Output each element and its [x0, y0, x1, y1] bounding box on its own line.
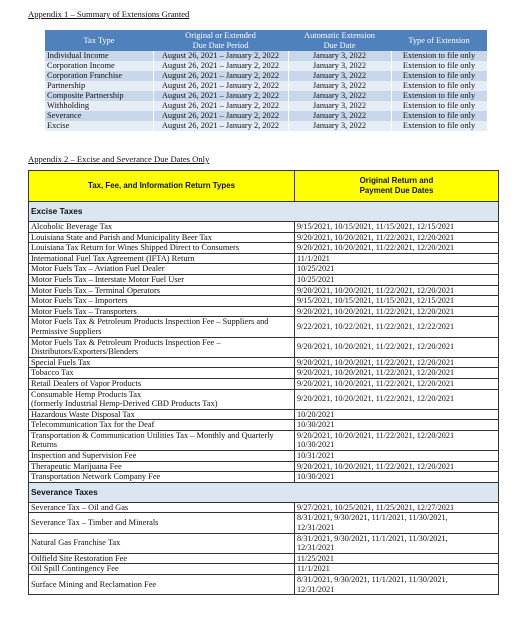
column-header-type-of-extension: Type of Extension [391, 30, 487, 51]
due-dates-cell: 8/31/2021, 9/30/2021, 11/1/2021, 11/30/2021, 12/31/2021 [295, 533, 499, 553]
due-date-period-cell: August 26, 2021 – January 2, 2022 [153, 101, 288, 111]
due-date-period-cell: August 26, 2021 – January 2, 2022 [153, 91, 288, 101]
excise-severance-due-dates-table [28, 170, 499, 595]
extensions-table-header-row [45, 30, 487, 51]
extension-type-cell: Extension to file only [391, 61, 487, 71]
extension-row [45, 51, 487, 61]
extension-type-cell: Extension to file only [391, 101, 487, 111]
due-dates-cell: 9/20/2021, 10/20/2021, 11/22/2021, 12/20/2021 [295, 368, 499, 379]
due-dates-cell: 9/22/2021, 10/22/2021, 11/22/2021, 12/22/2021 [295, 317, 499, 337]
due-date-period-cell: August 26, 2021 – January 2, 2022 [153, 121, 288, 131]
section-title: Excise Taxes [29, 202, 499, 222]
due-date-row [29, 357, 499, 368]
due-date-row [29, 243, 499, 254]
return-type-cell: Therapeutic Marijuana Fee [29, 461, 295, 472]
return-type-cell: Consumable Hemp Products Tax (formerly Industrial Hemp-Derived CBD Products Tax) [29, 389, 295, 409]
extension-type-cell: Extension to file only [391, 121, 487, 131]
automatic-extension-date-cell: January 3, 2022 [288, 81, 391, 91]
extension-type-cell: Extension to file only [391, 81, 487, 91]
return-type-cell: Transportation & Communication Utilities Tax – Monthly and Quarterly Returns [29, 430, 295, 450]
due-date-row [29, 461, 499, 472]
return-type-cell: Motor Fuels Tax – Transporters [29, 306, 295, 317]
return-type-cell: Transportation Network Company Fee [29, 472, 295, 483]
extension-type-cell: Extension to file only [391, 111, 487, 121]
section-header-row [29, 202, 499, 222]
due-date-period-cell: August 26, 2021 – January 2, 2022 [153, 81, 288, 91]
due-dates-cell: 9/20/2021, 10/20/2021, 11/22/2021, 12/20/2021 [295, 378, 499, 389]
due-dates-cell: 11/25/2021 [295, 553, 499, 564]
return-type-cell: Motor Fuels Tax – Terminal Operators [29, 285, 295, 296]
tax-type-cell: Corporation Income [45, 61, 153, 71]
appendix-1-heading: Appendix 1 – Summary of Extensions Granted [28, 9, 190, 19]
return-type-cell: Severance Tax – Oil and Gas [29, 502, 295, 513]
return-type-cell: Oilfield Site Restoration Fee [29, 553, 295, 564]
due-dates-cell: 10/30/2021 [295, 472, 499, 483]
tax-type-cell: Corporation Franchise [45, 71, 153, 81]
due-dates-cell: 8/31/2021, 9/30/2021, 11/1/2021, 11/30/2021, 12/31/2021 [295, 513, 499, 533]
extension-type-cell: Extension to file only [391, 51, 487, 61]
automatic-extension-date-cell: January 3, 2022 [288, 101, 391, 111]
due-dates-cell: 9/15/2021, 10/15/2021, 11/15/2021, 12/15/2021 [295, 296, 499, 307]
due-date-period-cell: August 26, 2021 – January 2, 2022 [153, 51, 288, 61]
automatic-extension-date-cell: January 3, 2022 [288, 91, 391, 101]
due-date-row [29, 533, 499, 553]
due-dates-cell: 9/15/2021, 10/15/2021, 11/15/2021, 12/15/2021 [295, 222, 499, 233]
section-title: Severance Taxes [29, 482, 499, 502]
column-header-due-dates: Original Return and Payment Due Dates [295, 171, 499, 202]
return-type-cell: Louisiana Tax Return for Wines Shipped Direct to Consumers [29, 243, 295, 254]
due-dates-cell: 11/1/2021 [295, 253, 499, 264]
due-date-row [29, 451, 499, 462]
return-type-cell: Surface Mining and Reclamation Fee [29, 575, 295, 595]
due-dates-cell: 10/31/2021 [295, 451, 499, 462]
return-type-cell: Alcoholic Beverage Tax [29, 222, 295, 233]
due-dates-cell: 9/27/2021, 10/25/2021, 11/25/2021, 12/27/2021 [295, 502, 499, 513]
return-type-cell: Motor Fuels Tax & Petroleum Products Inspection Fee – Distributors/Exporters/Blenders [29, 337, 295, 357]
due-date-row [29, 306, 499, 317]
due-dates-cell: 9/20/2021, 10/20/2021, 11/22/2021, 12/20/2021 10/30/2021 [295, 430, 499, 450]
tax-type-cell: Individual Income [45, 51, 153, 61]
extensions-summary-table [45, 30, 488, 131]
due-date-row [29, 409, 499, 420]
due-date-row [29, 389, 499, 409]
extension-row [45, 61, 487, 71]
due-dates-cell: 9/20/2021, 10/20/2021, 11/22/2021, 12/20/2021 [295, 389, 499, 409]
extension-row [45, 111, 487, 121]
due-date-period-cell: August 26, 2021 – January 2, 2022 [153, 111, 288, 121]
extension-row [45, 71, 487, 81]
due-dates-cell: 9/20/2021, 10/20/2021, 11/22/2021, 12/20/2021 [295, 243, 499, 254]
tax-type-cell: Excise [45, 121, 153, 131]
due-date-row [29, 274, 499, 285]
due-dates-cell: 10/25/2021 [295, 274, 499, 285]
return-type-cell: Inspection and Supervision Fee [29, 451, 295, 462]
automatic-extension-date-cell: January 3, 2022 [288, 61, 391, 71]
due-dates-cell: 10/30/2021 [295, 420, 499, 431]
column-header-return-types: Tax, Fee, and Information Return Types [29, 171, 295, 202]
return-type-cell: Motor Fuels Tax – Interstate Motor Fuel User [29, 274, 295, 285]
extension-row [45, 91, 487, 101]
tax-type-cell: Withholding [45, 101, 153, 111]
due-date-row [29, 222, 499, 233]
extension-type-cell: Extension to file only [391, 91, 487, 101]
due-date-period-cell: August 26, 2021 – January 2, 2022 [153, 61, 288, 71]
tax-type-cell: Partnership [45, 81, 153, 91]
due-dates-cell: 8/31/2021, 9/30/2021, 11/1/2021, 11/30/2021, 12/31/2021 [295, 575, 499, 595]
tax-type-cell: Composite Partnership [45, 91, 153, 101]
return-type-cell: Oil Spill Contingency Fee [29, 564, 295, 575]
due-date-row [29, 513, 499, 533]
due-date-row [29, 253, 499, 264]
due-dates-cell: 10/20/2021 [295, 409, 499, 420]
return-type-cell: Special Fuels Tax [29, 357, 295, 368]
due-dates-table-header-row [29, 171, 499, 202]
return-type-cell: International Fuel Tax Agreement (IFTA) Return [29, 253, 295, 264]
due-date-row [29, 430, 499, 450]
return-type-cell: Tobacco Tax [29, 368, 295, 379]
return-type-cell: Motor Fuels Tax – Aviation Fuel Dealer [29, 264, 295, 275]
due-date-row [29, 232, 499, 243]
column-header-tax-type: Tax Type [45, 30, 153, 51]
due-dates-cell: 9/20/2021, 10/20/2021, 11/22/2021, 12/20/2021 [295, 232, 499, 243]
automatic-extension-date-cell: January 3, 2022 [288, 121, 391, 131]
due-date-row [29, 378, 499, 389]
return-type-cell: Telecommunication Tax for the Deaf [29, 420, 295, 431]
return-type-cell: Retail Dealers of Vapor Products [29, 378, 295, 389]
automatic-extension-date-cell: January 3, 2022 [288, 71, 391, 81]
return-type-cell: Motor Fuels Tax & Petroleum Products Inspection Fee – Suppliers and Permissive Suppliers [29, 317, 295, 337]
due-dates-cell: 9/20/2021, 10/20/2021, 11/22/2021, 12/20/2021 [295, 337, 499, 357]
return-type-cell: Natural Gas Franchise Tax [29, 533, 295, 553]
due-date-row [29, 285, 499, 296]
column-header-due-date-period: Original or Extended Due Date Period [153, 30, 288, 51]
return-type-cell: Severance Tax – Timber and Minerals [29, 513, 295, 533]
extension-type-cell: Extension to file only [391, 71, 487, 81]
column-header-automatic-extension: Automatic Extension Due Date [288, 30, 391, 51]
due-dates-cell: 10/25/2021 [295, 264, 499, 275]
due-dates-cell: 9/20/2021, 10/20/2021, 11/22/2021, 12/20/2021 [295, 357, 499, 368]
appendix-2-heading: Appendix 2 – Excise and Severance Due Dates Only [28, 154, 210, 164]
due-date-period-cell: August 26, 2021 – January 2, 2022 [153, 71, 288, 81]
due-date-row [29, 337, 499, 357]
due-dates-cell: 11/1/2021 [295, 564, 499, 575]
due-date-row [29, 420, 499, 431]
extension-row [45, 121, 487, 131]
due-date-row [29, 502, 499, 513]
extension-row [45, 101, 487, 111]
due-dates-cell: 9/20/2021, 10/20/2021, 11/22/2021, 12/20/2021 [295, 285, 499, 296]
due-dates-cell: 9/20/2021, 10/20/2021, 11/22/2021, 12/20/2021 [295, 461, 499, 472]
due-date-row [29, 368, 499, 379]
due-date-row [29, 564, 499, 575]
due-date-row [29, 264, 499, 275]
due-dates-cell: 9/20/2021, 10/20/2021, 11/22/2021, 12/20/2021 [295, 306, 499, 317]
due-date-row [29, 575, 499, 595]
return-type-cell: Motor Fuels Tax – Importers [29, 296, 295, 307]
automatic-extension-date-cell: January 3, 2022 [288, 111, 391, 121]
due-date-row [29, 472, 499, 483]
return-type-cell: Louisiana State and Parish and Municipality Beer Tax [29, 232, 295, 243]
due-date-row [29, 553, 499, 564]
return-type-cell: Hazardous Waste Disposal Tax [29, 409, 295, 420]
due-date-row [29, 296, 499, 307]
due-date-row [29, 317, 499, 337]
extension-row [45, 81, 487, 91]
tax-type-cell: Severance [45, 111, 153, 121]
section-header-row [29, 482, 499, 502]
automatic-extension-date-cell: January 3, 2022 [288, 51, 391, 61]
